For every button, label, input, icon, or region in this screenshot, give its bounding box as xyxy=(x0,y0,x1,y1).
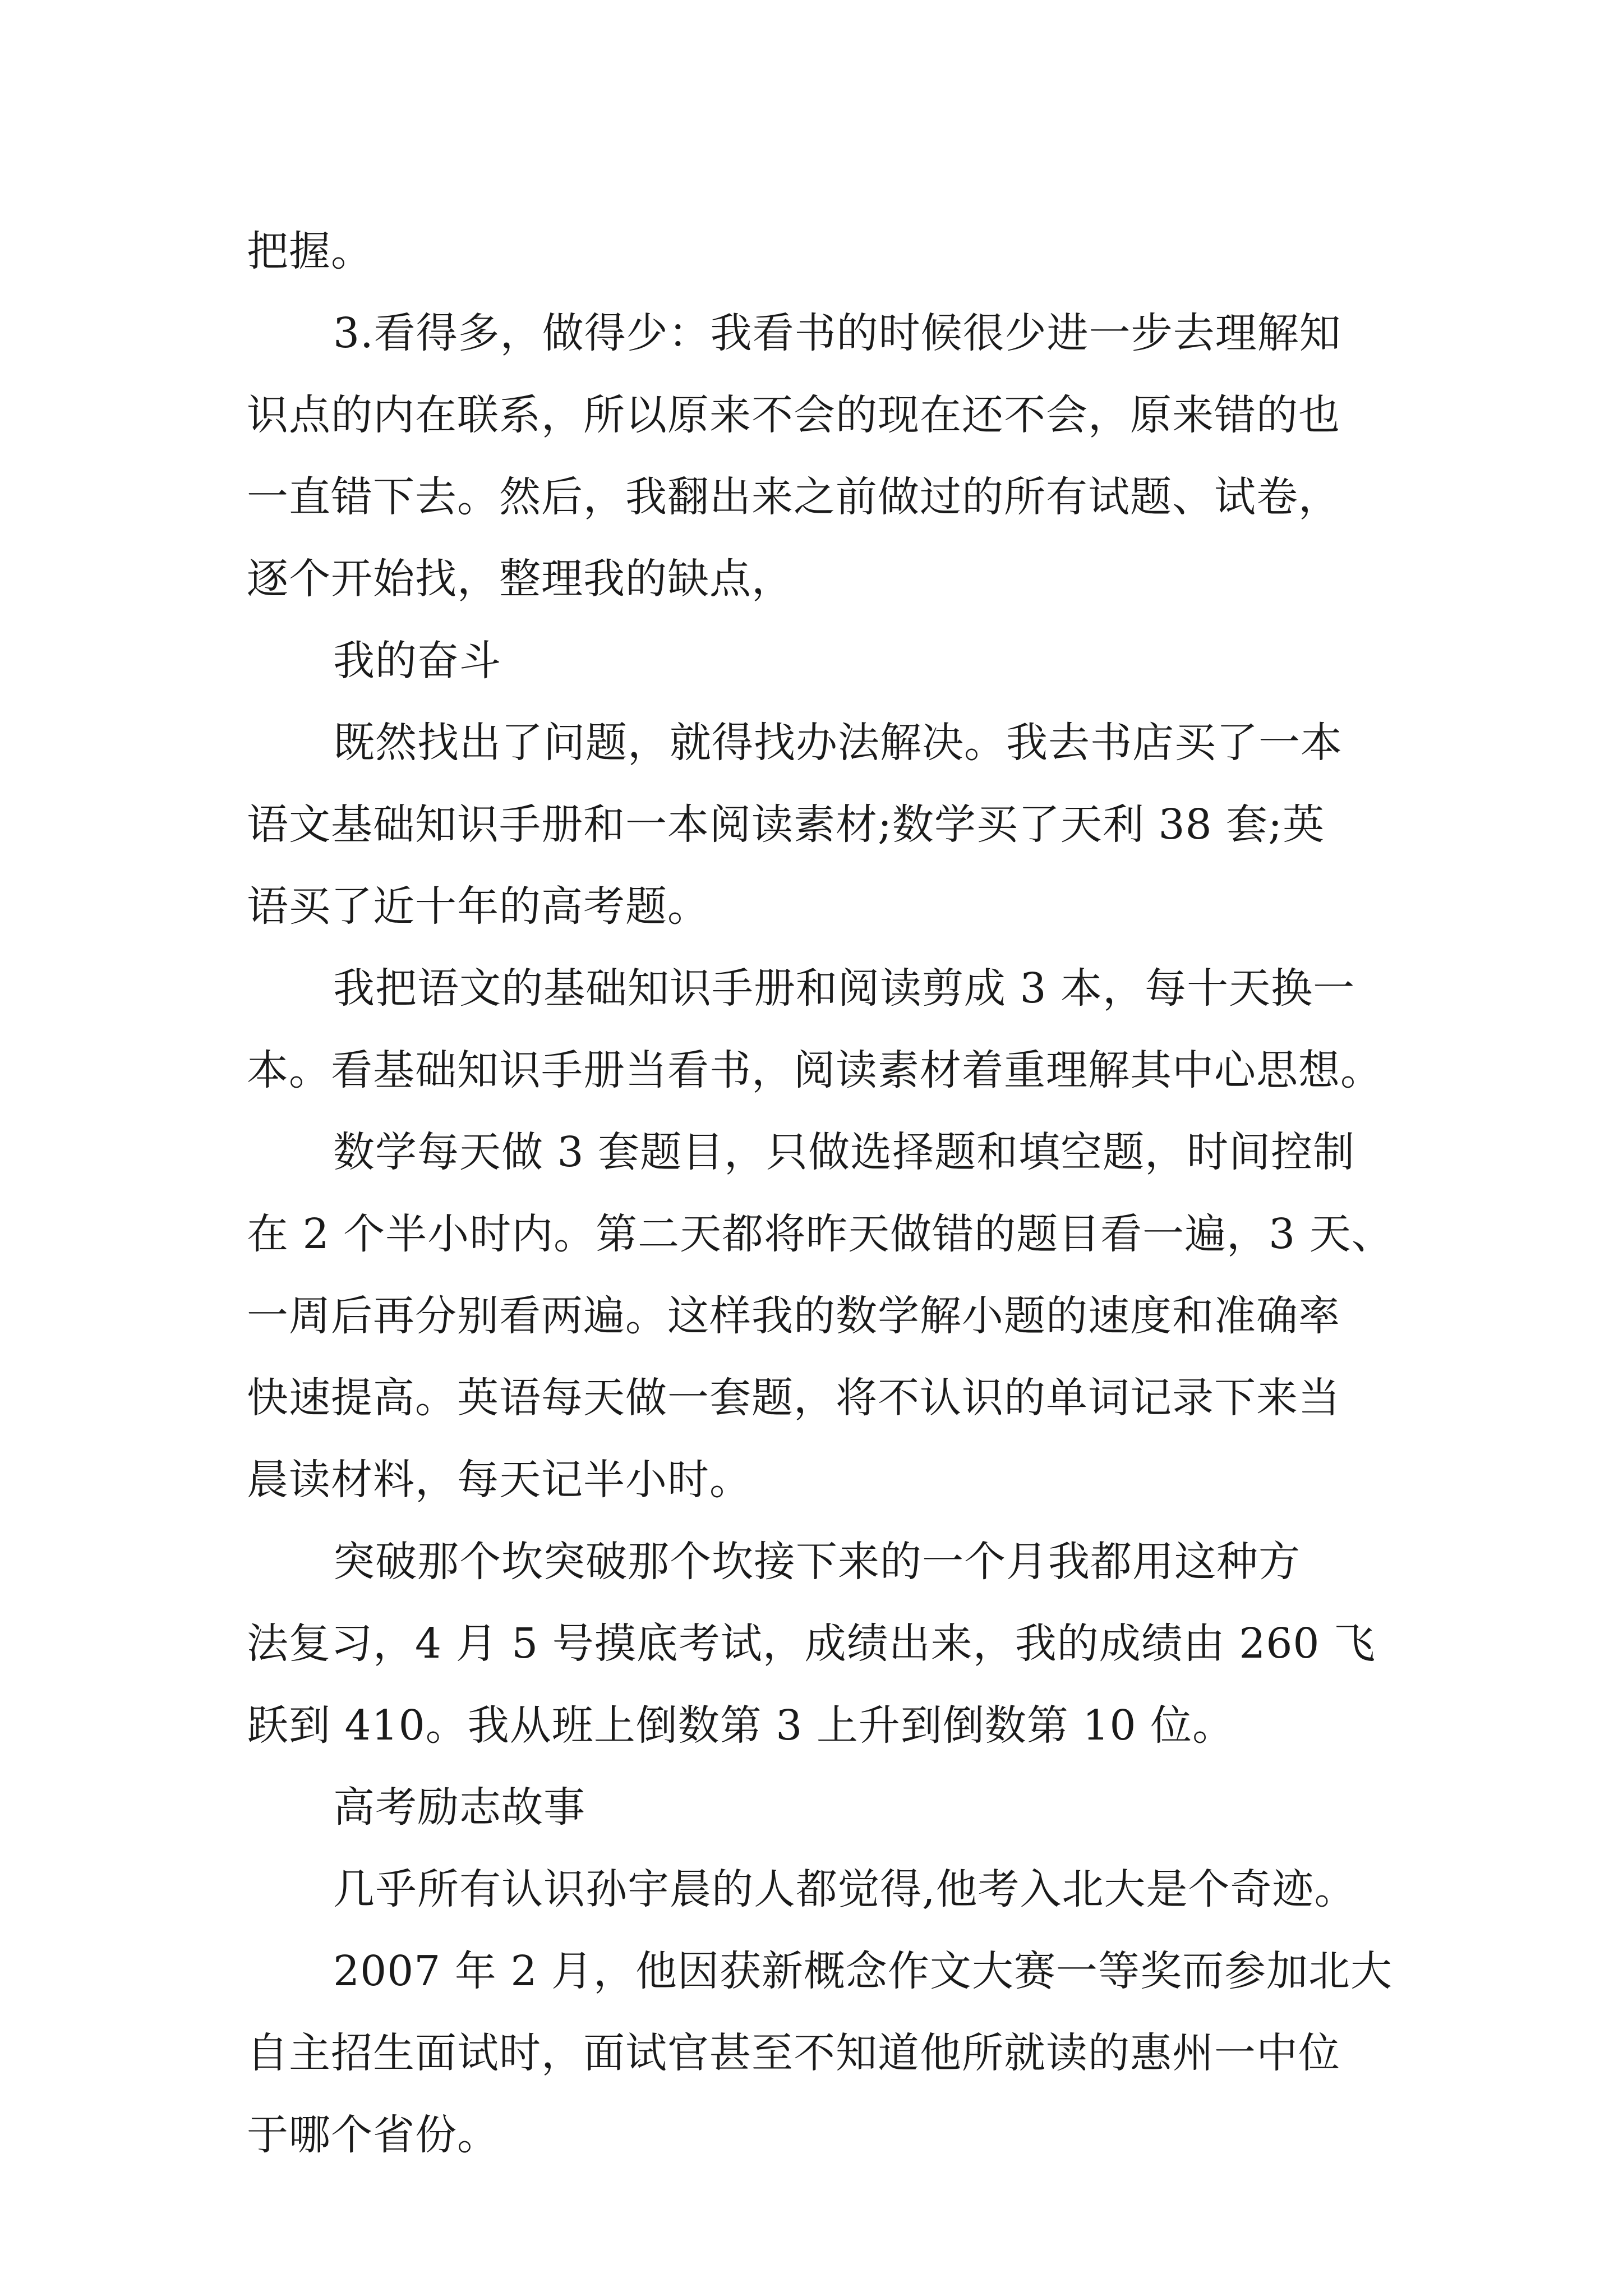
text-line: 法复习，4 月 5 号摸底考试，成绩出来，我的成绩由 260 飞 xyxy=(247,1619,1376,1668)
text-line: 本。看基础知识手册当看书，阅读素材着重理解其中心思想。 xyxy=(247,1046,1382,1094)
text-line: 晨读材料，每天记半小时。 xyxy=(247,1456,751,1504)
text-line: 2007 年 2 月，他因获新概念作文大赛一等奖而参加北大 xyxy=(333,1947,1393,1995)
document-body xyxy=(247,210,1394,2176)
text-line: 跃到 410。我从班上倒数第 3 上升到倒数第 10 位。 xyxy=(247,1701,1235,1750)
text-line: 数学每天做 3 套题目，只做选择题和填空题，时间控制 xyxy=(333,1128,1355,1176)
text-line: 逐个开始找，整理我的缺点， xyxy=(247,555,794,603)
text-line: 既然找出了问题，就得找办法解决。我去书店买了一本 xyxy=(333,719,1343,767)
text-line: 几乎所有认识孙宇晨的人都觉得,他考入北大是个奇迹。 xyxy=(333,1865,1357,1913)
text-line: 一直错下去。然后，我翻出来之前做过的所有试题、试卷， xyxy=(247,473,1340,521)
text-line: 自主招生面试时，面试官甚至不知道他所就读的惠州一中位 xyxy=(247,2029,1340,2077)
text-line: 一周后再分别看两遍。这样我的数学解小题的速度和准确率 xyxy=(247,1292,1340,1340)
text-line: 语文基础知识手册和一本阅读素材;数学买了天利 38 套;英 xyxy=(247,800,1325,849)
text-line: 快速提高。英语每天做一套题，将不认识的单词记录下来当 xyxy=(247,1374,1340,1422)
text-line: 于哪个省份。 xyxy=(247,2111,499,2159)
text-line: 突破那个坎突破那个坎接下来的一个月我都用这种方 xyxy=(333,1538,1301,1586)
text-line: 把握。 xyxy=(247,227,373,275)
section-heading: 高考励志故事 xyxy=(333,1783,585,1832)
text-line: 我把语文的基础知识手册和阅读剪成 3 本，每十天换一 xyxy=(333,964,1355,1013)
section-heading: 我的奋斗 xyxy=(333,637,501,685)
text-line: 在 2 个半小时内。第二天都将昨天做错的题目看一遍，3 天、 xyxy=(247,1210,1394,1258)
text-line: 3.看得多，做得少：我看书的时候很少进一步去理解知 xyxy=(333,309,1341,357)
text-line: 识点的内在联系，所以原来不会的现在还不会，原来错的也 xyxy=(247,391,1340,439)
text-line: 语买了近十年的高考题。 xyxy=(247,882,709,931)
